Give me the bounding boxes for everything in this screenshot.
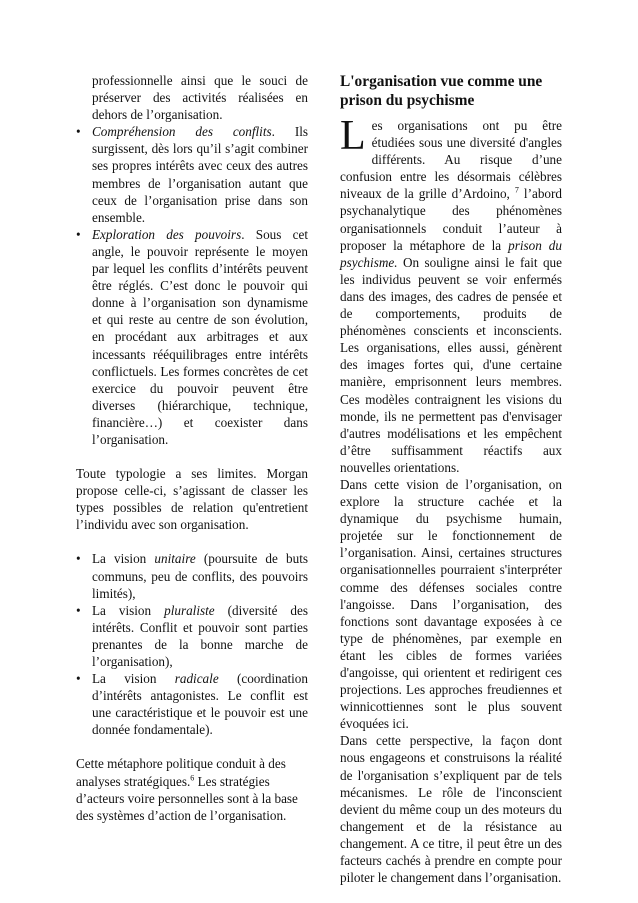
list-item [76,123,308,226]
list-item [76,670,308,738]
metaphor-paragraph [76,755,308,823]
list-item-text: (diversité des intérêts. Conflit et pouvoir sont parties prenantes de la bonne marche de l’organisation), [92,602,308,669]
list-item-text: . Sous cet angle, le pouvoir représente le moyen par lequel les conflits d’intérêts peuvent être réglés. C’est donc le pouvoir qui donne à l’organisation son dynamisme et qui reste au centre de son évolution, en procédant aux arbitrages et aux incessants rééquilibrages entre intérêts conflictuels. Les formes concrètes de cet exercice du pouvoir peuvent être diverses (hiérarchique, technique, financière…) et coexister dans l’organisation. [92,226,308,447]
bullet-icon: • [76,602,81,618]
footnote-ref: 7 [514,185,519,195]
bullet-icon: • [76,671,81,687]
list-item [76,226,308,448]
bullet-icon: • [76,124,81,140]
metaphor-text-b: Les stratégies d’acteurs voire personnelles sont à la base des systèmes d’action de l’organisation. [76,773,298,823]
list-item-text: (poursuite de buts communs, peu de conflits, des pouvoirs limités), [92,551,308,601]
left-column [76,72,308,824]
metaphor-text-a: Cette métaphore politique conduit à des analyses stratégiques. [76,756,286,789]
conflict-power-list [76,123,308,448]
continuation-paragraph: professionnelle ainsi que le souci de préserver des activités réalisées en dehors de l’organisation. [92,73,308,123]
intro-term: prison du psychisme. [340,237,562,270]
list-item-term: radicale [174,671,219,687]
drop-cap: L [340,113,366,159]
list-item [76,602,308,670]
intro-text-b: l’abord psychanalytique des phénomènes organisationnels conduit l’auteur à proposer la métaphore de la [340,186,562,253]
structure-paragraph: Dans cette vision de l’organisation, on explore la structure cachée et la dynamique du psychisme humain, projetée sur le fonctionnement de l’organisation. Ainsi, certaines structures organisationnelles pourraient s'interpréter comme des défenses sociales contre l'angoisse. Dans l’organisation, des fonctions sont davantage exposées à ce type de phénomènes, par exemple en étant les cibles de formes variées d'angoisse, qui orientent et redirigent ces projections. Les approches freudiennes et winnicottiennes sont le plus souvent évoquées ici. [340,476,562,732]
intro-text-a: es organisations ont pu être étudiées sous une diversité d'angles différents. Au risque d’une confusion entre les désormais célèbres niveaux de la grille d’Ardoino, [340,118,562,202]
list-item-text: . Ils surgissent, dès lors qu’il s’agit combiner ses propres intérêts avec ceux des autres membres de l’organisation autant que ceux de l’organisation prise dans son ensemble. [92,124,308,225]
section-heading: L'organisation vue comme une prison du psychisme [340,73,543,109]
intro-paragraph [340,113,562,476]
list-item-term: Exploration des pouvoirs [92,226,242,242]
footnote-ref: 6 [190,773,195,783]
bullet-icon: • [76,551,81,567]
list-item-prefix: La vision [92,602,165,618]
intro-text-c: On souligne ainsi le fait que les individus peuvent se voir enfermés dans des images, des cadres de pensée et de comportements, produits de phénomènes conscients et inconscients. Les organisations, elles aussi, génèrent des images fortes qui, d'une certaine manière, emprisonnent leurs membres. Ces modèles contraignent les visions du monde, ils ne permettent pas d'envisager d'autres modélisations et les empêchent d’être suffisamment réactifs aux nouvelles orientations. [340,254,562,475]
right-column [340,72,562,886]
list-item-text: (coordination d’intérêts antagonistes. Le conflit est une caractéristique et le pouvoir est une donnée fondamentale). [92,671,308,738]
list-item-term: unitaire [154,551,196,567]
list-item [76,550,308,601]
bullet-icon: • [76,226,81,242]
vision-list [76,550,308,738]
list-item-prefix: La vision [92,551,155,567]
list-item-term: Compréhension des conflits [92,124,272,140]
list-item-term: pluraliste [164,602,215,618]
perspective-paragraph: Dans cette perspective, la façon dont nous engageons et construisons la réalité de l'organisation s’expliquent par de tels mécanismes. Le rôle de l'inconscient devient du même coup un des moteurs du changement et de la résistance au changement. A ce titre, il peut être un des facteurs cachés à prendre en compte pour piloter le changement dans l’organisation. [340,733,562,886]
typology-paragraph: Toute typologie a ses limites. Morgan propose celle-ci, s’agissant de classer les types possibles de relation qu'entretient l’individu avec son organisation. [76,466,308,533]
list-item-prefix: La vision [92,671,175,687]
